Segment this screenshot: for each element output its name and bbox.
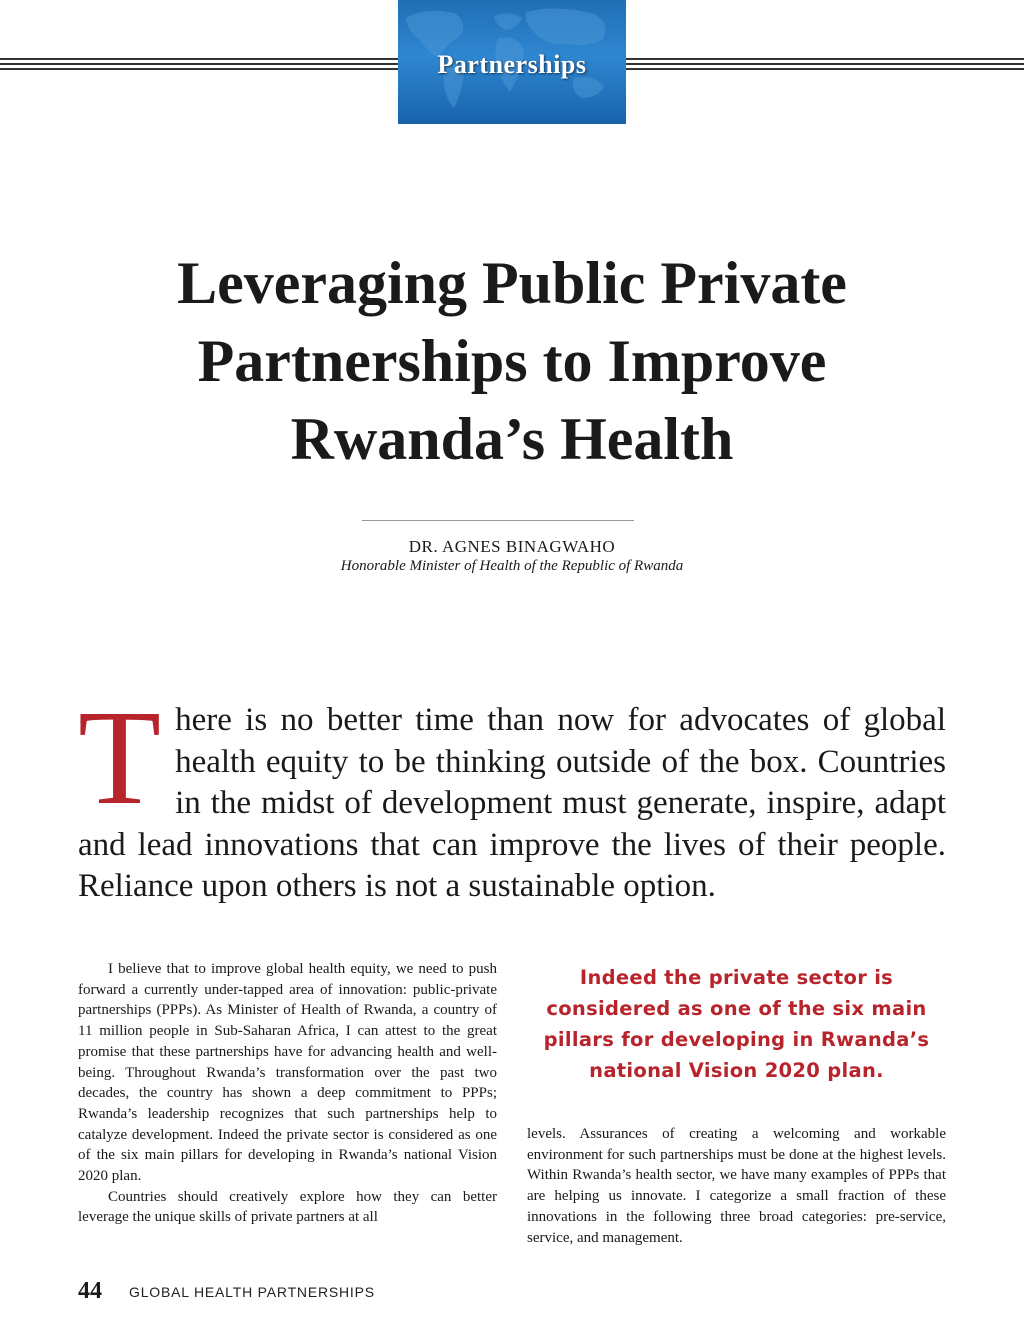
pull-quote: Indeed the private sector is considered as one of the six main pillars for developing in Rwanda’s national Vision 2020 plan. bbox=[543, 966, 930, 1082]
drop-cap: T bbox=[78, 683, 162, 833]
section-tab bbox=[398, 0, 626, 124]
page-number: 44 bbox=[78, 1278, 102, 1304]
section-label: Partnerships bbox=[437, 50, 587, 79]
body-paragraph: Countries should creatively explore how they can better leverage the unique skills of private partners at all bbox=[78, 1188, 497, 1226]
lead-text: here is no better time than now for advocates of global health equity to be thinking outside of the box. Countries in the midst of development must generate, inspire, adapt and lead innovations that can improve the lives of their people. Reliance upon others is not a sustainable option. bbox=[78, 702, 946, 904]
title-divider bbox=[362, 520, 634, 521]
author-name: DR. AGNES BINAGWAHO bbox=[408, 537, 616, 556]
article-title bbox=[80, 244, 944, 478]
title-line-1: Leveraging Public Private bbox=[177, 250, 847, 316]
lead-paragraph bbox=[78, 683, 946, 908]
body-paragraph: I believe that to improve global health equity, we need to push forward a currently under-tapped area of innovation: public-private partnerships (PPPs). As Minister of Health of Rwanda, a country of 11 million people in Sub-Saharan Africa, I can attest to the great promise that these partnerships have for advancing health and well-being. Throughout Rwanda’s transformation over the past two decades, the country has shown a deep commitment to PPPs; Rwanda’s leadership recognizes that such partnerships help to catalyze development. Indeed the private sector is considered as one of the six main pillars for developing in Rwanda’s national Vision 2020 plan. bbox=[78, 961, 497, 1185]
left-column bbox=[78, 959, 497, 1228]
body-paragraph: levels. Assurances of creating a welcoming and workable environment for such partnerships must be done at the highest levels. Within Rwanda’s health sector, we have many examples of PPPs that are helping us innovate. I categorize a small fraction of these innovations in the following three broad categories: pre-service, service, and management. bbox=[527, 1126, 946, 1246]
title-line-3: Rwanda’s Health bbox=[290, 406, 734, 472]
right-column bbox=[527, 1124, 946, 1248]
title-line-2: Partnerships to Improve bbox=[197, 328, 827, 394]
author-title: Honorable Minister of Health of the Republic of Rwanda bbox=[340, 558, 684, 574]
running-footer: GLOBAL HEALTH PARTNERSHIPS bbox=[129, 1284, 375, 1300]
header-rule-left bbox=[0, 58, 398, 72]
header-rule-right bbox=[626, 58, 1024, 72]
